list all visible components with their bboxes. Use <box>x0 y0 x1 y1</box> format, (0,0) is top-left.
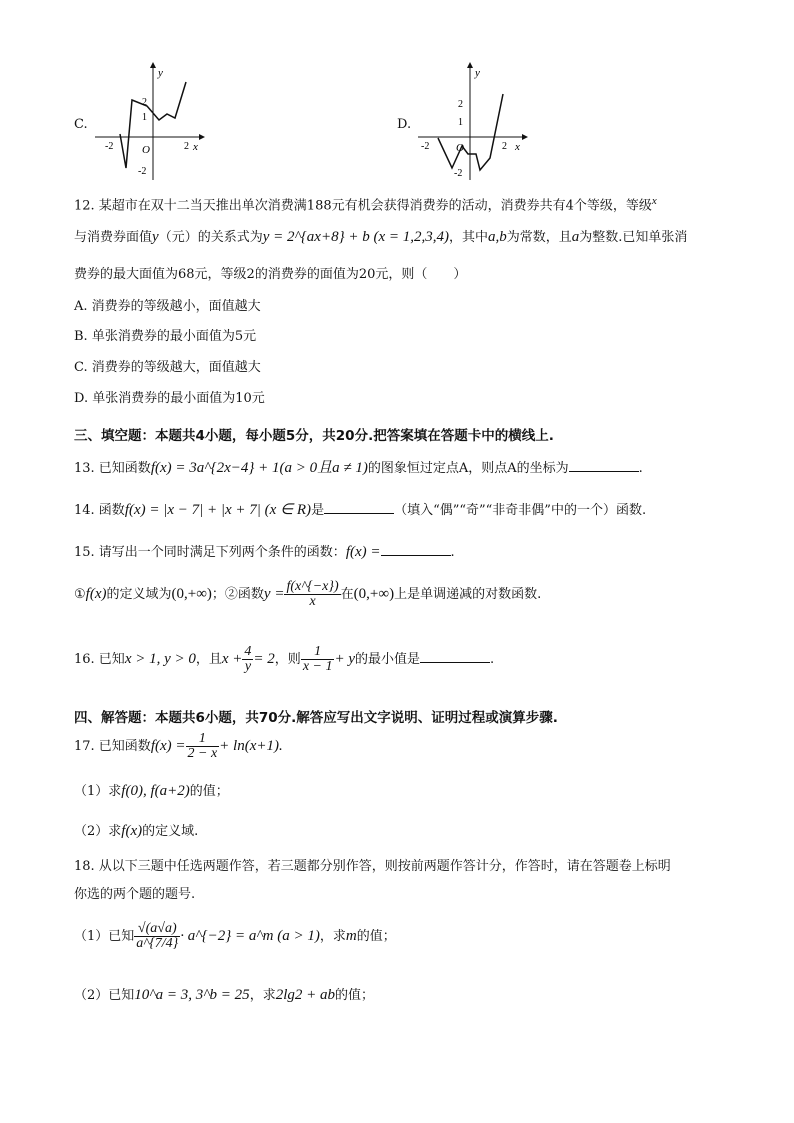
section-4-heading: 四、解答题：本题共6小题，共70分.解答应写出文字说明、证明过程或演算步骤. <box>74 710 558 726</box>
graph-c-tick: 2 <box>184 141 189 152</box>
q12-line1: 12. 某超市在双十二当天推出单次消费满188元有机会获得消费券的活动，消费券共有4个等级，等级$^x$ <box>74 195 657 214</box>
section-3-heading: 三、填空题：本题共4小题，每小题5分，共20分.把答案填在答题卡中的横线上. <box>74 428 554 444</box>
q13-answer-blank <box>569 458 639 472</box>
q16: 16. 已知x > 1, y > 0，且x + $\frac{4}{y}$ = 2，则 $\frac{1}{x - 1}$ + y的最小值是 . <box>74 644 495 674</box>
graph-c-origin: O <box>142 144 150 156</box>
q14-answer-blank <box>324 500 394 514</box>
graph-d-y-label: y <box>475 67 480 79</box>
graph-d <box>418 62 528 182</box>
q17-part1: （1）求f(0), f(a+2)的值； <box>74 783 229 799</box>
q18-part2: （2）已知10^a = 3, 3^b = 25，求2lg2 + ab的值； <box>74 987 375 1003</box>
graph-c-tick: 1 <box>142 112 147 123</box>
q15: 15. 请写出一个同时满足下列两个条件的函数：f(x) = . <box>74 544 455 560</box>
q15-answer-blank <box>381 542 451 556</box>
q16-answer-blank <box>420 649 490 663</box>
q18-part1: （1）已知 $\frac{√(a√a)}{a\^{}\{7/4\}}$ · a^{−2} = a^m (a > 1)，求m的值； <box>74 921 396 951</box>
q12-option-b: B. 单张消费券的最小面值为5元 <box>74 329 257 344</box>
graph-d-x-label: x <box>515 141 520 153</box>
q13-formula: f(x) = 3a^{2x−4} + 1(a > 0且a ≠ 1) <box>150 460 368 476</box>
q18-line1: 18. 从以下三题中任选两题作答，若三题都分别作答，则按前两题作答计分，作答时，请在答题卷上标明 <box>74 859 671 874</box>
q14: 14. 函数f(x) = |x − 7| + |x + 7| (x ∈ R)是 （填入“偶”“奇”“非奇非偶”中的一个）函数. <box>74 502 647 518</box>
graph-c-tick: 2 <box>142 97 147 108</box>
graph-d-tick: -2 <box>421 141 430 152</box>
graph-d-tick: -2 <box>454 168 463 179</box>
q12-option-a: A. 消费券的等级越小，面值越大 <box>74 299 261 314</box>
q17-part2: （2）求f(x)的定义域. <box>74 823 199 839</box>
graph-c <box>95 62 205 182</box>
q18-line2: 你选的两个题的题号. <box>74 887 196 902</box>
graph-d-origin: O <box>456 142 464 154</box>
q12-option-c: C. 消费券的等级越大，面值越大 <box>74 360 261 375</box>
option-d-label: D. <box>397 117 412 132</box>
graph-c-tick: -2 <box>105 141 114 152</box>
graph-c-x-label: x <box>193 141 198 153</box>
graph-c-y-label: y <box>158 67 163 79</box>
q12-formula: y = 2^{ax+8} + b (x = 1,2,3,4) <box>262 229 449 245</box>
graph-c-tick: -2 <box>138 166 147 177</box>
graph-d-tick: 1 <box>458 117 463 128</box>
q17: 17. 已知函数f(x) = $\frac{1}{2 - x}$ + ln(x+1). <box>74 731 283 761</box>
option-c-label: C. <box>74 117 88 132</box>
graph-d-tick: 2 <box>502 141 507 152</box>
q12-line2: 与消费券面值y（元）的关系式为y = 2^{ax+8} + b (x = 1,2,3,4)，其中a,b为常数，且a为整数.已知单张消 <box>74 229 688 245</box>
q13: 13. 已知函数f(x) = 3a^{2x−4} + 1(a > 0且a ≠ 1)的图象恒过定点A，则点A的坐标为 . <box>74 460 643 476</box>
q12-option-d: D. 单张消费券的最小面值为10元 <box>74 391 265 406</box>
q12-line3: 费券的最大面值为68元，等级2的消费券的面值为20元，则（ ） <box>74 267 467 282</box>
q15-conditions: ①f(x)的定义域为(0,+∞)；②函数y = $\frac{f(x\^{}\{-x\})}{x}$ 在(0,+∞)上是单调递减的对数函数. <box>74 579 542 609</box>
q14-formula: f(x) = |x − 7| + |x + 7| (x ∈ R) <box>124 502 312 518</box>
graph-d-tick: 2 <box>458 99 463 110</box>
